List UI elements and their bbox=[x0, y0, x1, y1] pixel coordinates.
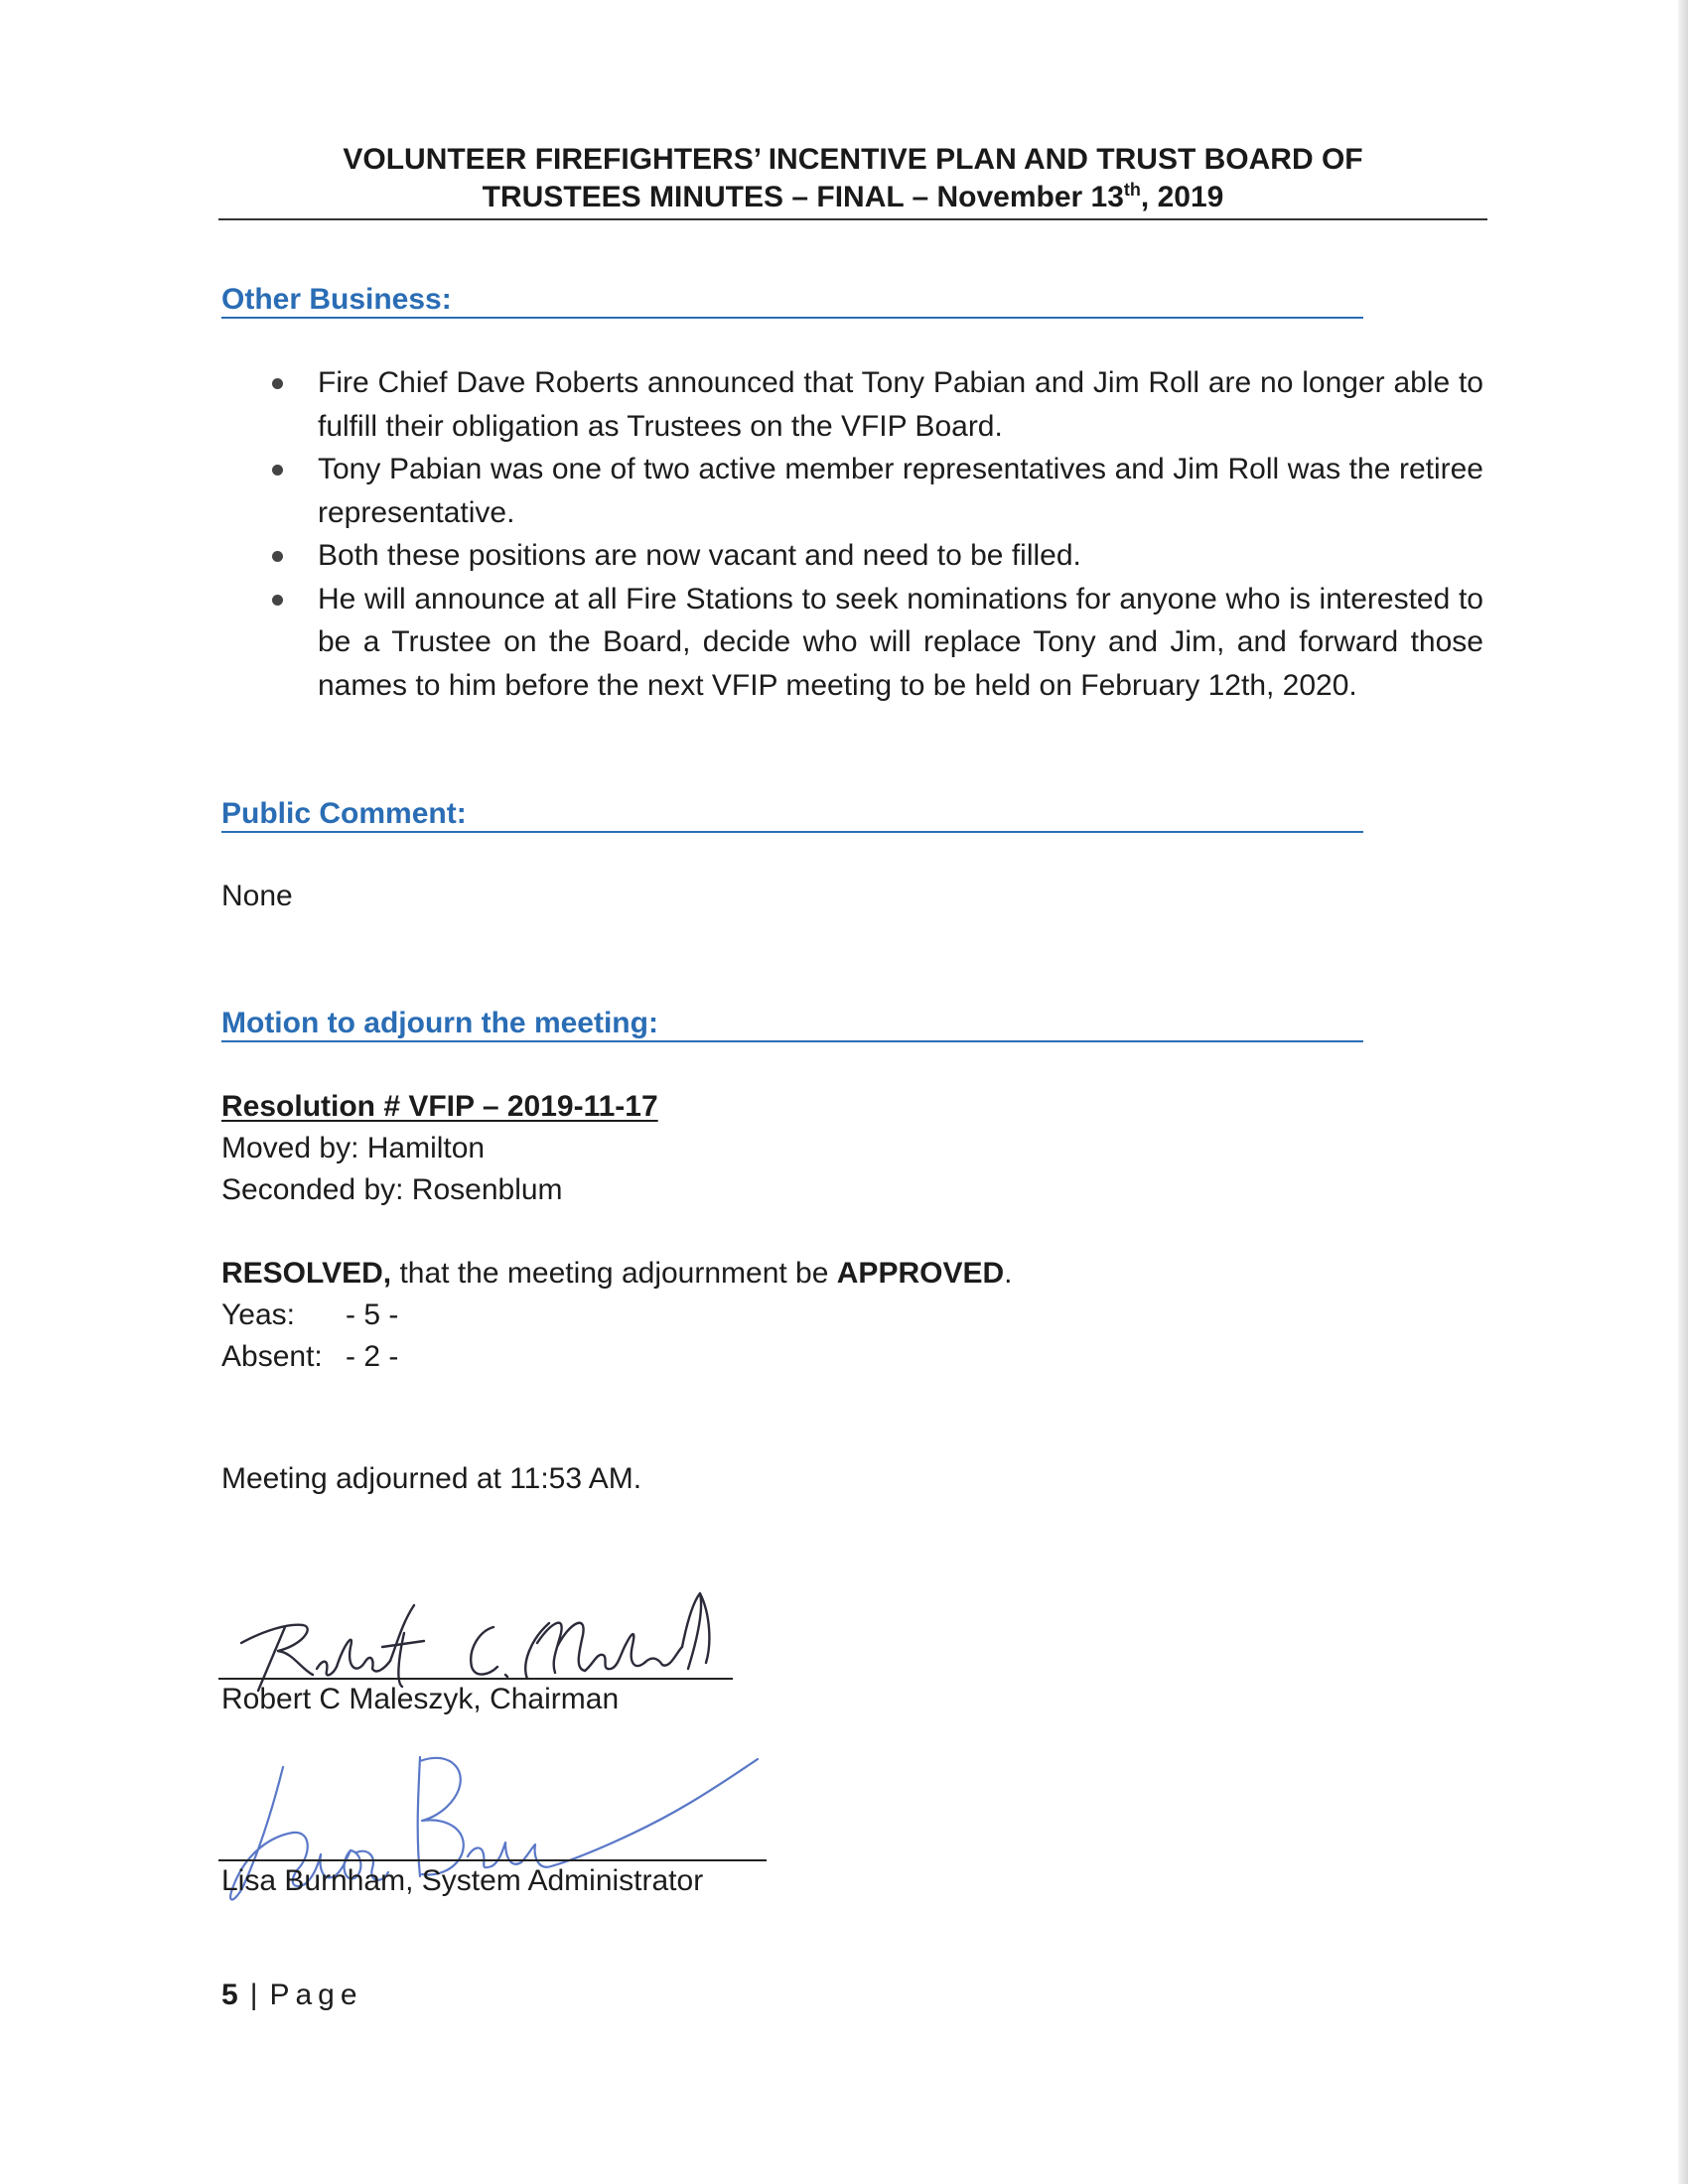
other-business-heading: Other Business: bbox=[221, 283, 452, 316]
absent-row bbox=[221, 1336, 1012, 1378]
page-number: 5 bbox=[221, 1979, 238, 2011]
page-label: Page bbox=[269, 1979, 363, 2011]
bullet-icon bbox=[272, 595, 283, 606]
seconded-by: Seconded by: Rosenblum bbox=[221, 1173, 563, 1206]
yeas-row bbox=[221, 1295, 1012, 1336]
header-line-1: VOLUNTEER FIREFIGHTERS’ INCENTIVE PLAN AND TRUST BOARD OF bbox=[343, 143, 1363, 176]
chairman-signature bbox=[233, 1583, 750, 1693]
administrator-name: Lisa Burnham, System Administrator bbox=[221, 1864, 704, 1897]
other-business-list bbox=[268, 361, 1483, 707]
bullet-icon bbox=[272, 378, 283, 389]
approved-word: APPROVED bbox=[836, 1257, 1005, 1290]
header-ordinal: th bbox=[1123, 180, 1141, 200]
adjourn-heading: Motion to adjourn the meeting: bbox=[221, 1007, 658, 1039]
absent-value: - 2 - bbox=[346, 1340, 399, 1373]
list-item-text: He will announce at all Fire Stations to seek nominations for anyone who is interested to be a Trustee on the Board, decide who will replace Tony and Jim, and forward those names to him before the next VFIP meeting to be held on February 12th, 2020. bbox=[318, 582, 1483, 702]
footer-separator: | bbox=[249, 1979, 258, 2011]
list-item bbox=[268, 578, 1483, 708]
chairman-name: Robert C Maleszyk, Chairman bbox=[221, 1683, 620, 1715]
page-edge bbox=[1678, 0, 1688, 2184]
list-item bbox=[268, 534, 1483, 578]
moved-by: Moved by: Hamilton bbox=[221, 1132, 486, 1164]
absent-label: Absent: bbox=[221, 1340, 323, 1373]
header-rule bbox=[218, 218, 1487, 220]
section-heading-adjourn bbox=[221, 997, 1363, 1042]
bullet-icon bbox=[272, 465, 283, 476]
public-comment-body: None bbox=[221, 880, 293, 912]
public-comment-heading: Public Comment: bbox=[221, 797, 467, 830]
list-item-text: Both these positions are now vacant and need to be filled. bbox=[318, 539, 1081, 572]
header-line-2-suffix: , 2019 bbox=[1140, 181, 1224, 213]
section-heading-public-comment bbox=[221, 787, 1363, 833]
yeas-value: - 5 - bbox=[346, 1298, 399, 1331]
resolved-end: . bbox=[1004, 1257, 1013, 1290]
header-line-2-prefix: TRUSTEES MINUTES – FINAL – November 13 bbox=[482, 181, 1124, 213]
list-item-text: Fire Chief Dave Roberts announced that Tony Pabian and Jim Roll are no longer able to fulfill their obligation as Trustees on the VFIP Board. bbox=[318, 366, 1483, 443]
resolution-block bbox=[221, 1086, 1012, 1378]
yeas-label: Yeas: bbox=[221, 1298, 295, 1331]
resolved-statement bbox=[221, 1253, 1012, 1295]
list-item bbox=[268, 448, 1483, 534]
list-item-text: Tony Pabian was one of two active member representatives and Jim Roll was the retiree representative. bbox=[318, 453, 1483, 529]
section-heading-other-business bbox=[221, 273, 1363, 319]
document-header bbox=[218, 141, 1487, 216]
page-footer bbox=[221, 1979, 363, 2012]
header-line-2 bbox=[218, 179, 1487, 216]
resolved-word: RESOLVED, bbox=[221, 1257, 392, 1290]
list-item bbox=[268, 361, 1483, 448]
resolved-middle: that the meeting adjournment be bbox=[391, 1257, 837, 1290]
resolution-title: Resolution # VFIP – 2019-11-17 bbox=[221, 1090, 658, 1123]
bullet-icon bbox=[272, 551, 283, 562]
meeting-adjourned: Meeting adjourned at 11:53 AM. bbox=[221, 1462, 642, 1495]
